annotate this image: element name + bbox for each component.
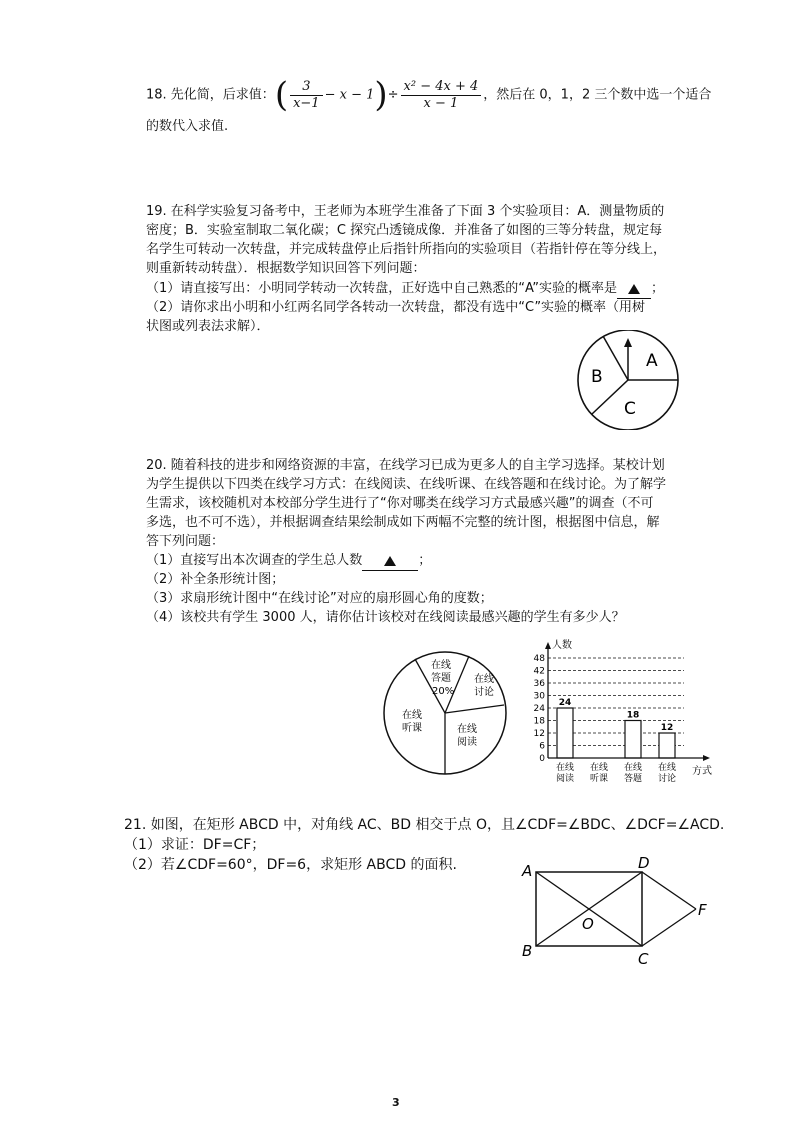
q18-line2: 的数代入求值. (146, 119, 229, 134)
y-tick-label: 36 (533, 679, 545, 689)
bar-value-label: 24 (558, 698, 572, 708)
point-label-f: F (698, 901, 707, 919)
q19-line6: （2）请你求出小明和小红两名同学各转动一次转盘，都没有选中“C”实验的概率（用树 (146, 300, 646, 315)
x-tick-label: 听课 (589, 774, 609, 784)
triangle-icon (384, 556, 396, 566)
point-label-b: B (522, 942, 533, 960)
point-label-d: D (638, 854, 650, 872)
page-number: 3 (392, 1096, 400, 1109)
triangle-icon (628, 284, 640, 294)
x-tick-label: 答题 (623, 774, 643, 784)
x-tick-label: 讨论 (657, 774, 677, 784)
q20-line5: 答下列问题： (146, 534, 225, 549)
bar-value-label: 18 (626, 710, 640, 721)
q19-q1-text: （1）请直接写出：小明同学转动一次转盘，正好选中自己熟悉的“A”实验的概率是 (146, 281, 618, 296)
spinner-label-a: A (646, 351, 658, 371)
q18-tail: ，然后在 0，1，2 三个数中选一个适合 (483, 87, 712, 103)
q19-q1-end: ； (651, 281, 665, 296)
bar (659, 733, 675, 758)
bars (557, 698, 675, 758)
x-tick-label: 在线 (589, 763, 609, 773)
q21-line1: 21. 如图，在矩形 ABCD 中，对角线 AC、BD 相交于点 O，且∠CDF=∠BDC、∠DCF=∠ACD. (124, 817, 725, 833)
q19-line2: 密度；B．实验室制取二氧化碳；C 探究凸透镜成像．并准备了如图的三等分转盘，规定每 (146, 223, 663, 238)
y-ticks (534, 654, 546, 764)
x-tick-label: 阅读 (555, 774, 575, 784)
q20-line4: 多选，也不可不选），并根据调查结果绘制成如下两幅不完整的统计图，根据图中信息，解 (146, 515, 660, 530)
q20-line2: 为学生提供以下四类在线学习方式：在线阅读、在线听课、在线答题和在线讨论。为了解学 (146, 477, 667, 492)
segment-cf (642, 909, 696, 946)
q20-line3: 生需求，该校随机对本校部分学生进行了“你对哪类在线学习方式最感兴趣”的调查（不可 (146, 496, 654, 511)
q20-line1: 20. 随着科技的进步和网络资源的丰富，在线学习已成为更多人的自主学习选择。某校计划 (146, 458, 665, 473)
answer-blank (617, 280, 651, 299)
pie-label-answer: 在线 (431, 660, 451, 671)
q21-line2: （1）求证：DF=CF； (124, 837, 266, 853)
point-label-a: A (522, 862, 533, 880)
pie-label-listen: 听课 (402, 723, 422, 734)
q20-sub4: （4）该校共有学生 3000 人，请你估计该校对在线阅读最感兴趣的学生有多少人？ (146, 610, 625, 625)
answer-blank (362, 552, 418, 571)
q18-line1 (146, 75, 712, 115)
y-tick-label: 18 (533, 716, 545, 727)
pie-chart (380, 648, 510, 778)
q20-sub2: （2）补全条形统计图； (146, 572, 285, 587)
point-label-c: C (638, 950, 649, 968)
pie-label-read: 在线 (457, 724, 477, 735)
pie-divider (445, 705, 504, 713)
left-paren: ( (274, 75, 289, 115)
bar (557, 708, 573, 758)
x-axis-arrow-icon (703, 755, 710, 761)
right-paren: ) (374, 75, 388, 115)
pie-label-answer-pct: 20% (432, 686, 455, 697)
q18-num: 18. 先化简，后求值： (146, 87, 275, 103)
q19-line1: 19. 在科学实验复习备考中，王老师为本班学生准备了下面 3 个实验项目：A．测量物质的 (146, 204, 665, 219)
spinner-label-b: B (591, 367, 603, 387)
y-tick-label: 12 (533, 729, 545, 739)
y-tick-label: 24 (533, 704, 545, 714)
spinner-label-c: C (624, 399, 636, 419)
pie-label-listen: 在线 (402, 710, 422, 721)
y-tick-label: 30 (533, 691, 545, 702)
x-ticks (556, 761, 676, 784)
pie-label-discuss: 讨论 (474, 687, 494, 698)
q20-sub3: （3）求扇形统计图中“在线讨论”对应的扇形圆心角的度数； (146, 591, 493, 606)
q19-line4: 则重新转动转盘）．根据数学知识回答下列问题： (146, 261, 426, 276)
bar-chart (528, 634, 718, 794)
q18-div: ÷ (387, 87, 399, 103)
spinner-divider (603, 336, 628, 380)
y-tick-label: 6 (539, 741, 545, 752)
pie-label-read: 阅读 (457, 737, 477, 748)
arrow-icon (624, 338, 632, 347)
y-tick-label: 0 (539, 754, 545, 764)
q18-frac1: $\frac{3}{x-1}$ (290, 79, 323, 112)
x-tick-label: 在线 (657, 763, 677, 773)
x-axis-label: 方式 (692, 766, 712, 777)
q19-line5 (146, 280, 664, 299)
bar-value-label: 12 (660, 723, 674, 733)
q19-line7: 状图或列表法求解）． (146, 319, 270, 334)
bar (625, 721, 641, 759)
pie-label-discuss: 在线 (474, 674, 494, 685)
pie-label-answer: 答题 (431, 673, 451, 684)
y-axis-arrow-icon (545, 642, 551, 649)
spinner-diagram (572, 330, 684, 430)
y-axis-label: 人数 (552, 640, 572, 651)
q21-line3: （2）若∠CDF=60°，DF=6，求矩形 ABCD 的面积. (124, 857, 457, 873)
point-label-o: O (582, 915, 594, 933)
q19-line3: 名学生可转动一次转盘，并完成转盘停止后指针所指向的实验项目（若指针停在等分线上， (146, 242, 667, 257)
rectangle-diagram (516, 850, 716, 968)
q18-minus-terms: − x − 1 (324, 87, 375, 103)
x-tick-label: 在线 (555, 763, 575, 773)
x-tick-label: 在线 (623, 763, 643, 773)
y-tick-label: 48 (533, 654, 545, 664)
q20-sub1: （1）直接写出本次调查的学生总人数 ； (146, 552, 431, 571)
q18-frac2: $\frac{\text{x² − 4x + 4}}{x - 1}$ (401, 79, 482, 112)
segment-df (642, 872, 696, 909)
y-tick-label: 42 (533, 666, 545, 677)
